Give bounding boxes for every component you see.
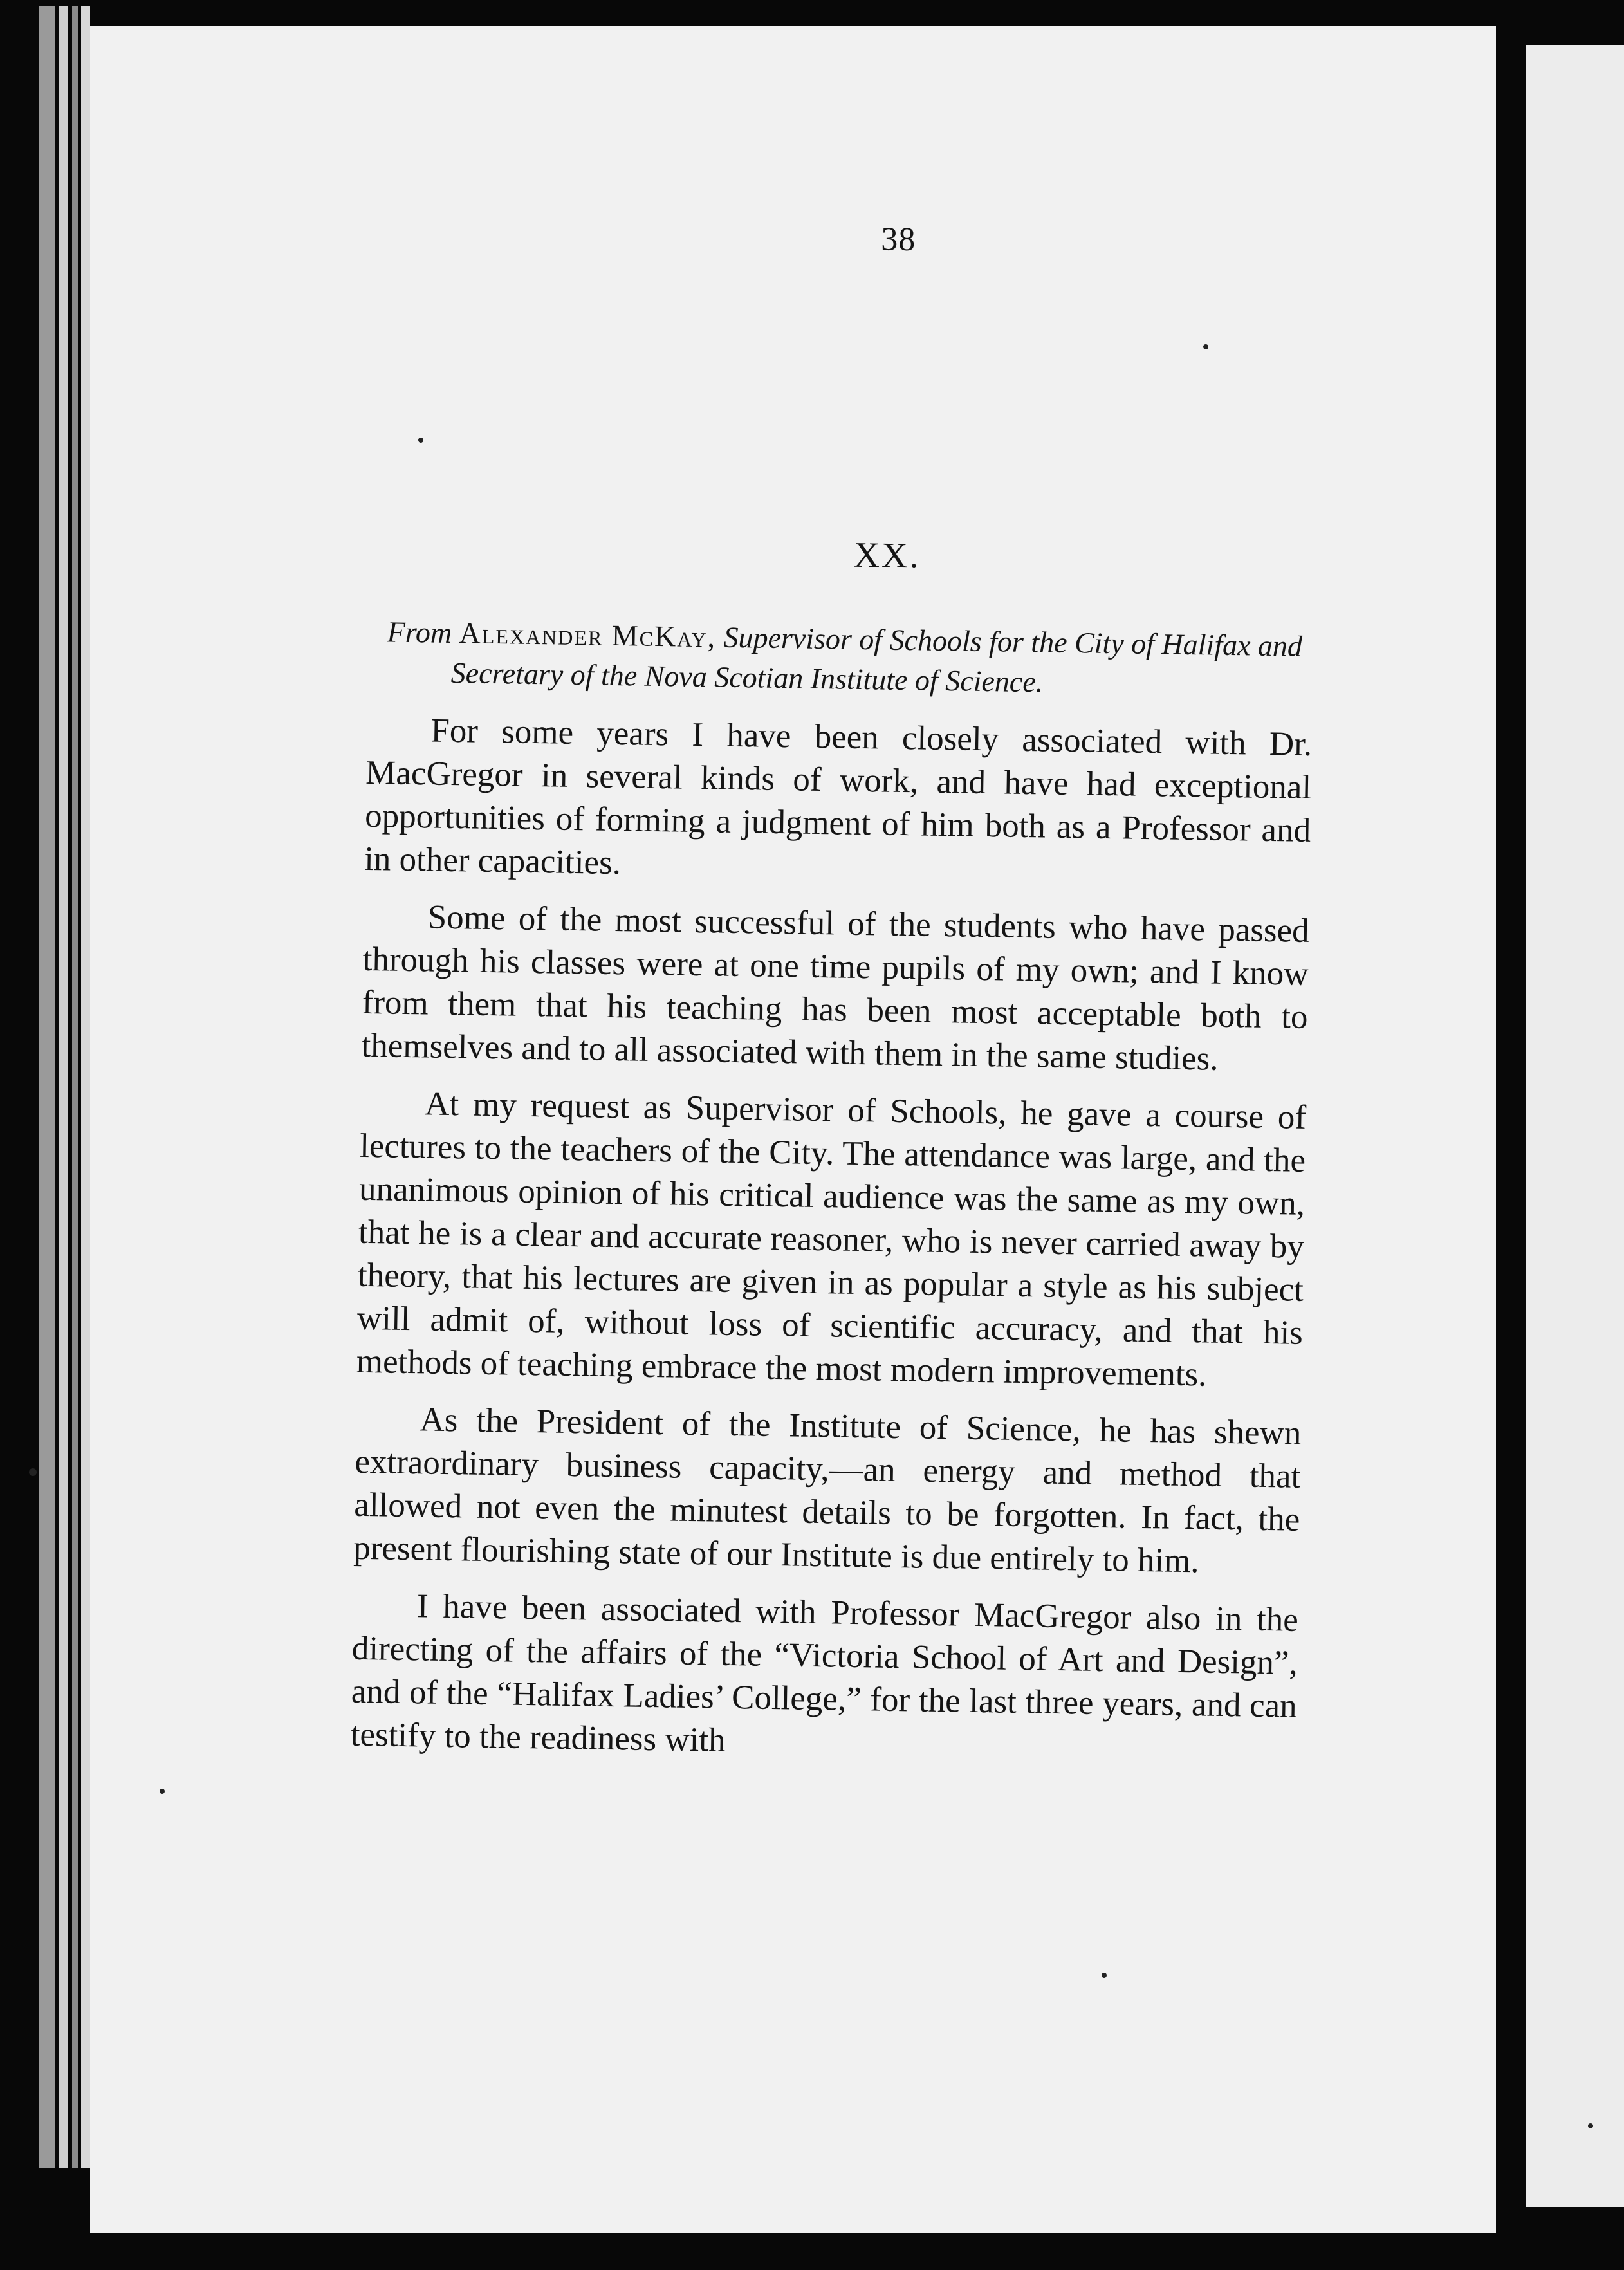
body-paragraph: Some of the most successful of the students who have passed through his classes were at one time pupils of my own; and I know from them that his teaching has been most acceptable both to themselves and to all associated with them in the same studies. bbox=[361, 898, 1310, 1078]
body-paragraph: As the President of the Institute of Science, he has shewn extraordinary business capacity,—an energy and method that allowed not even the minutest details to be forgotten. In fact, the present flourishing state of our Institute is due entirely to him. bbox=[353, 1401, 1302, 1580]
attribution-role: Supervisor of Schools for the City of Halifax and Secretary of the Nova Scotian Institute of Science. bbox=[450, 620, 1303, 699]
body-paragraph: At my request as Supervisor of Schools, he gave a course of lectures to the teachers of the City. The attendance was large, and the unanimous opinion of his critical audience was the same as my own, that he is a clear and accurate reasoner, who is never carried away by theory, that his lectures are given in as popular a style as his subject will admit of, without loss of scientific accuracy, and that his methods of teaching embrace the most modern improvements. bbox=[356, 1085, 1307, 1394]
scan-speck bbox=[1102, 1973, 1107, 1978]
page-number: 38 bbox=[880, 221, 916, 259]
scan-speck bbox=[160, 1789, 165, 1794]
body-paragraph: I have been associated with Professor MacGregor also in the directing of the affairs of the “Victoria School of Art and Design”, and of the “Halifax Ladies’ College,” for the last three years, and can testify to the readiness with bbox=[350, 1587, 1299, 1759]
attribution-from: From bbox=[387, 615, 452, 649]
page-stack-edge bbox=[59, 6, 68, 2168]
page-stack-edge bbox=[72, 6, 78, 2168]
attribution-author: Alexander McKay, bbox=[459, 616, 717, 654]
section-heading: XX. bbox=[853, 535, 921, 577]
page-stack-edge bbox=[39, 6, 55, 2168]
scan-speck bbox=[29, 1468, 37, 1476]
page-stack-edge bbox=[81, 6, 90, 2168]
letter-attribution bbox=[367, 612, 1314, 706]
facing-page-edge bbox=[1526, 45, 1624, 2207]
page-text-block bbox=[350, 212, 1320, 1771]
scan-speck bbox=[1588, 2123, 1593, 2128]
body-paragraph: For some years I have been closely associated with Dr. MacGregor in several kinds of work, and have had exceptional opportunities of forming a judgment of him both as a Professor and in other capacities. bbox=[364, 712, 1313, 882]
